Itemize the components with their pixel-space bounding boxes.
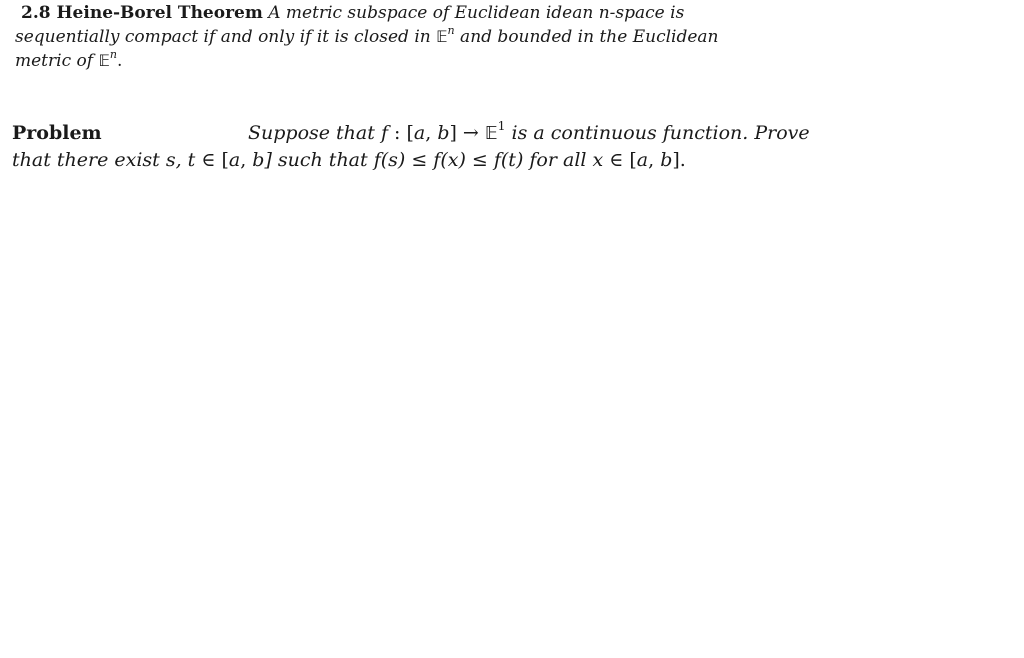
math-symbol: , bbox=[240, 149, 253, 171]
math-a: a bbox=[413, 122, 426, 144]
math-euclidean-space: 𝔼 bbox=[436, 27, 448, 46]
math-symbol: : [ bbox=[387, 122, 414, 144]
math-a: a bbox=[636, 149, 649, 171]
theorem-text: . bbox=[116, 51, 123, 71]
problem-heading: Problem bbox=[12, 122, 102, 144]
problem-text-part: Suppose that bbox=[248, 122, 381, 144]
math-s-t: s, t bbox=[165, 149, 196, 171]
theorem-text: and bounded in the Euclidean bbox=[454, 27, 719, 47]
problem-text bbox=[248, 120, 810, 148]
theorem-text: metric of bbox=[15, 51, 99, 71]
theorem-line-1 bbox=[15, 2, 715, 25]
math-symbol: , bbox=[648, 149, 661, 171]
math-b: b bbox=[252, 149, 265, 171]
math-b: b bbox=[437, 122, 450, 144]
math-superscript: n bbox=[109, 48, 117, 62]
math-symbol: ]. bbox=[672, 149, 686, 171]
math-f: f bbox=[380, 122, 388, 144]
theorem-text: -space is bbox=[609, 3, 685, 23]
math-symbol: ∈ [ bbox=[603, 149, 637, 171]
problem-text-part: that there exist bbox=[12, 149, 166, 171]
math-symbol: , bbox=[425, 122, 438, 144]
problem-statement bbox=[12, 120, 832, 174]
theorem-text: A metric subspace of Euclidean idean bbox=[268, 3, 599, 23]
problem-text-part: is a continuous function. Prove bbox=[505, 122, 810, 144]
theorem-heading: 2.8 Heine-Borel Theorem bbox=[21, 3, 263, 23]
math-a: a bbox=[228, 149, 241, 171]
theorem-2-8 bbox=[15, 2, 719, 73]
theorem-line-2 bbox=[15, 24, 719, 49]
math-symbol: ] → bbox=[449, 122, 485, 144]
problem-text-part: ] such that bbox=[264, 149, 374, 171]
problem-line-1 bbox=[12, 120, 832, 147]
problem-text-part: for all bbox=[523, 149, 593, 171]
math-superscript: 1 bbox=[497, 119, 506, 134]
theorem-line-3 bbox=[15, 49, 715, 73]
math-superscript: n bbox=[447, 24, 455, 38]
math-inequality: f(s) ≤ f(x) ≤ f(t) bbox=[373, 149, 524, 171]
math-x: x bbox=[592, 149, 604, 171]
problem-line-2 bbox=[12, 147, 832, 174]
math-euclidean-space: 𝔼 bbox=[98, 51, 110, 70]
theorem-text: sequentially compact if and only if it is closed in bbox=[15, 27, 437, 47]
math-n: n bbox=[598, 3, 610, 23]
math-euclidean-space: 𝔼 bbox=[484, 124, 498, 144]
math-symbol: ∈ [ bbox=[195, 149, 229, 171]
math-b: b bbox=[660, 149, 673, 171]
